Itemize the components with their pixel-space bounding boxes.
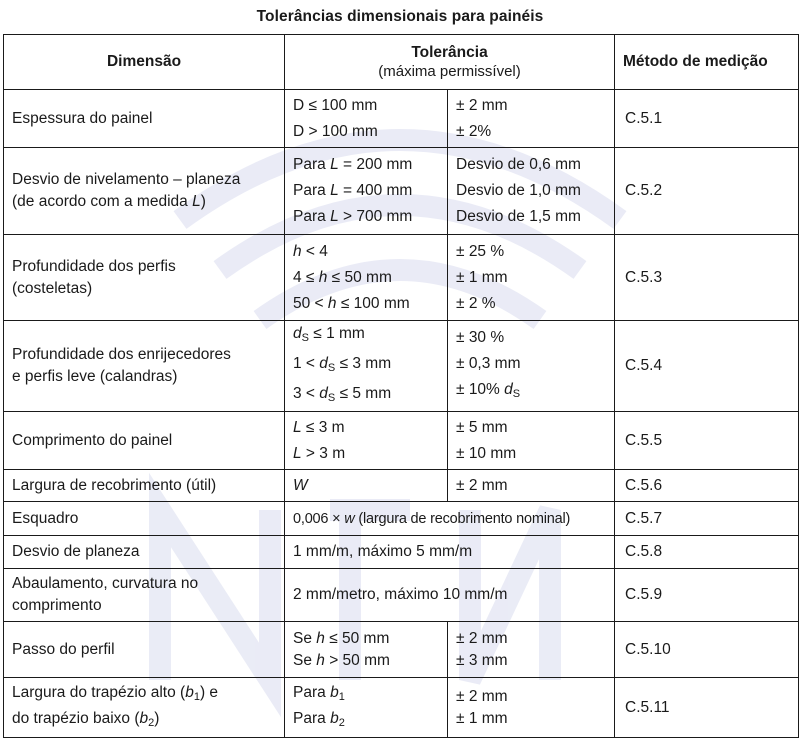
header-row xyxy=(4,35,799,90)
tolerance-line: ± 2 mm xyxy=(456,629,508,647)
dimensao-line: e perfis leve (calandras) xyxy=(12,368,178,385)
cell-valores xyxy=(285,412,448,470)
value-line: L ≤ 3 m xyxy=(293,418,345,436)
value-line: D ≤ 100 mm xyxy=(293,96,378,114)
cell-dimensao xyxy=(4,321,285,412)
cell-metodo: C.5.6 xyxy=(615,470,799,502)
header-dimensao: Dimensão xyxy=(4,35,285,90)
dimensao-line: Abaulamento, curvatura no xyxy=(12,575,199,592)
header-tolerancia-sub: (máxima permissível) xyxy=(378,63,521,80)
cell-dimensao xyxy=(4,678,285,738)
cell-metodo: C.5.8 xyxy=(615,536,799,569)
cell-metodo: C.5.3 xyxy=(615,235,799,321)
value-line: $1 < d_S \le 3$ mm xyxy=(293,355,392,374)
cell-valores xyxy=(285,235,448,321)
cell-metodo: C.5.2 xyxy=(615,148,799,235)
table-row xyxy=(4,412,799,470)
cell-tolerancias xyxy=(448,321,615,412)
value-line: Para $b_2$ xyxy=(293,709,345,729)
tolerance-line: ± 3 mm xyxy=(456,651,508,669)
cell-tolerancias xyxy=(448,235,615,321)
tolerance-line: ± 25 % xyxy=(456,242,505,260)
value-line: $3 < d_S \le 5$ mm xyxy=(293,385,392,404)
value-line: D > 100 mm xyxy=(293,122,378,140)
dimensao-line: comprimento xyxy=(12,597,102,614)
value-line: 4 ≤ h ≤ 50 mm xyxy=(293,268,392,286)
tolerance-line: ± 2 mm xyxy=(456,96,508,114)
tolerance-line: ± 2% xyxy=(456,122,492,140)
cell-metodo: C.5.7 xyxy=(615,502,799,536)
table-row xyxy=(4,622,799,678)
dimensao-line: do trapézio baixo $(b_2)$ xyxy=(12,709,160,729)
table-title: Tolerâncias dimensionais para painéis xyxy=(256,8,544,25)
dimensao-line: (de acordo com a medida L) xyxy=(12,193,206,210)
table-row xyxy=(4,569,799,622)
cell-valores xyxy=(285,321,448,412)
tolerance-line: ± 2 mm xyxy=(456,687,508,705)
tolerance-line: ± 1 mm xyxy=(456,268,508,286)
cell-dimensao: Espessura do painel xyxy=(4,90,285,148)
cell-dimensao: Passo do perfil xyxy=(4,622,285,678)
tolerance-line: Desvio de 1,5 mm xyxy=(456,208,581,225)
dimensao-line: (costeletas) xyxy=(12,279,93,297)
value-line: Para L = 200 mm xyxy=(293,156,413,173)
tolerance-line: ± 2 % xyxy=(456,294,496,312)
cell-metodo: C.5.11 xyxy=(615,678,799,738)
cell-tolerancias xyxy=(448,622,615,678)
header-metodo: Método de medição xyxy=(615,35,799,90)
table-row xyxy=(4,536,799,569)
cell-tolerancia-span: 0,006 × w (largura de recobrimento nominal) xyxy=(285,502,615,536)
table-row xyxy=(4,502,799,536)
cell-tolerancias xyxy=(448,148,615,235)
value-line: Para $b_1$ xyxy=(293,683,345,703)
cell-dimensao: Esquadro xyxy=(4,502,285,536)
table-row xyxy=(4,90,799,148)
value-line: W xyxy=(293,476,308,494)
cell-dimensao: Largura de recobrimento (útil) xyxy=(4,470,285,502)
cell-tolerancia-span: 1 mm/m, máximo 5 mm/m xyxy=(285,536,615,569)
value-line: Para L = 400 mm xyxy=(293,182,413,199)
tolerance-line: ± 5 mm xyxy=(456,418,508,436)
value-line: L > 3 m xyxy=(293,444,346,462)
value-line: Se h ≤ 50 mm xyxy=(293,629,390,647)
table-row xyxy=(4,148,799,235)
cell-valores xyxy=(285,678,448,738)
value-line: $d_S \le 1$ mm xyxy=(293,325,365,344)
cell-metodo: C.5.4 xyxy=(615,321,799,412)
cell-tolerancias xyxy=(448,412,615,470)
value-line: h < 4 xyxy=(293,242,328,260)
cell-metodo: C.5.5 xyxy=(615,412,799,470)
cell-dimensao: Comprimento do painel xyxy=(4,412,285,470)
tolerance-line: ± 30 % xyxy=(456,329,505,346)
cell-dimensao xyxy=(4,235,285,321)
dimensao-line: Desvio de nivelamento – planeza xyxy=(12,171,241,188)
tolerance-line: ± 10 mm xyxy=(456,444,517,462)
cell-metodo: C.5.10 xyxy=(615,622,799,678)
dimensao-line: Largura do trapézio alto $(b_1)$ e xyxy=(12,683,219,703)
dimensao-line: Profundidade dos enrijecedores xyxy=(12,346,231,363)
value-line: 50 < h ≤ 100 mm xyxy=(293,294,410,312)
tolerance-line: Desvio de 1,0 mm xyxy=(456,182,581,199)
cell-tolerancias: ± 2 mm xyxy=(448,470,615,502)
cell-valores xyxy=(285,470,448,502)
tolerance-line: ± 0,3 mm xyxy=(456,355,521,372)
cell-metodo: C.5.9 xyxy=(615,569,799,622)
value-line: Se h > 50 mm xyxy=(293,651,390,669)
table-row xyxy=(4,235,799,321)
header-tolerancia-label: Tolerância xyxy=(411,44,488,61)
cell-valores xyxy=(285,90,448,148)
tolerance-line: Desvio de 0,6 mm xyxy=(456,156,581,173)
cell-tolerancias xyxy=(448,678,615,738)
tolerance-line: ± 10% $d_S$ xyxy=(456,381,521,400)
cell-valores xyxy=(285,148,448,235)
dimensao-line: Profundidade dos perfis xyxy=(12,257,176,275)
table-row xyxy=(4,470,799,502)
table-row xyxy=(4,321,799,412)
cell-dimensao xyxy=(4,569,285,622)
cell-metodo: C.5.1 xyxy=(615,90,799,148)
header-tolerancia xyxy=(285,35,615,90)
tolerance-line: ± 1 mm xyxy=(456,709,508,727)
value-line: Para L > 700 mm xyxy=(293,208,413,225)
cell-dimensao xyxy=(4,148,285,235)
cell-dimensao: Desvio de planeza xyxy=(4,536,285,569)
cell-tolerancia-span: 2 mm/metro, máximo 10 mm/m xyxy=(285,569,615,622)
table-row xyxy=(4,678,799,738)
tolerance-table xyxy=(3,34,799,738)
cell-valores xyxy=(285,622,448,678)
cell-tolerancias xyxy=(448,90,615,148)
